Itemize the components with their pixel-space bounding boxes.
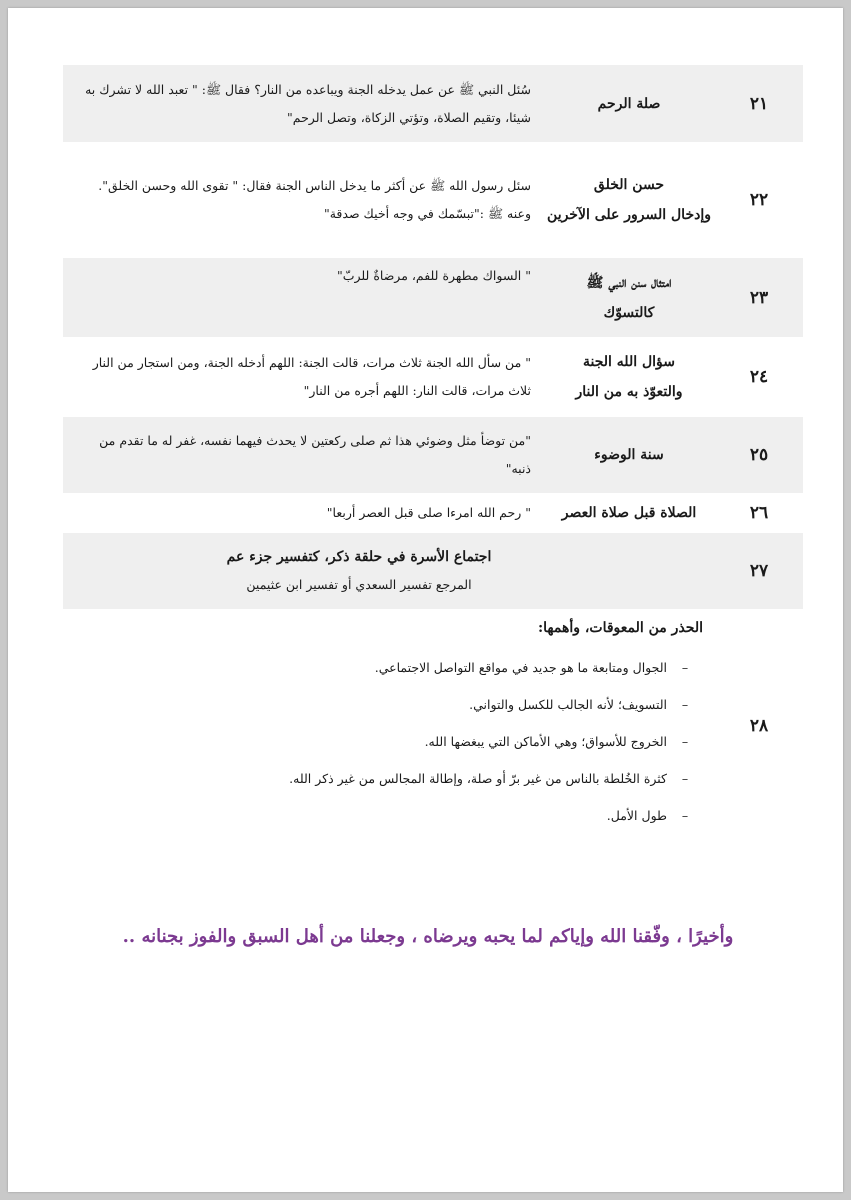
- table-row-24: [63, 337, 803, 417]
- table-row-25: [63, 417, 803, 493]
- obstacles-list: [63, 609, 715, 843]
- dash-bullet: –: [681, 697, 689, 712]
- table-row-23: [63, 258, 803, 337]
- row-title-line: امتثال سنن النبي ﷺ: [586, 274, 672, 291]
- obstacles-items: [73, 649, 703, 834]
- list-item-text: الجوال ومتابعة ما هو جديد في مواقع التواصل الاجتماعي.: [374, 660, 667, 675]
- table-row-21: [63, 65, 803, 142]
- row-title-line: والتعوّذ به من النار: [575, 384, 683, 400]
- dash-bullet: –: [681, 660, 689, 675]
- row-number: ٢٢: [749, 190, 769, 210]
- row-content: [63, 533, 715, 609]
- row-title-line: وإدخال السرور على الآخرين: [547, 207, 711, 223]
- row-number: ٢٧: [749, 561, 769, 581]
- row-number: ٢٣: [749, 287, 769, 308]
- row-title-line: سنة الوضوء: [594, 447, 664, 463]
- table-row-22: [63, 142, 803, 258]
- document-page: [8, 8, 843, 1192]
- description-text: " رحم الله امرءا صلى قبل العصر أربعا": [326, 505, 531, 520]
- dash-bullet: –: [681, 808, 689, 823]
- list-item: [73, 797, 703, 834]
- list-item: [73, 649, 703, 686]
- row-title: [543, 65, 715, 142]
- description-text: "من توضأ مثل وضوئي هذا ثم صلى ركعتين لا يحدث فيهما نفسه، غفر له ما تقدم من ذنبه": [99, 433, 531, 476]
- row-number: ٢١: [749, 93, 769, 114]
- closing-prayer: وأخيرًا ، وفّقنا الله وإياكم لما يحبه ويرضاه ، وجعلنا من أهل السبق والفوز بجنانه ..: [122, 926, 734, 947]
- row-number: ٢٤: [749, 367, 769, 387]
- row-description: [63, 417, 543, 493]
- row-description: [63, 65, 543, 142]
- row-description: [63, 493, 543, 533]
- description-text: سُئل النبي ﷺ عن عمل يدخله الجنة ويباعده من النار؟ فقال ﷺ: " تعبد الله لا تشرك به شيئا، وتقيم الصلاة، وتؤتي الزكاة، وتصل الرحم": [85, 81, 531, 125]
- row-title: [543, 142, 715, 258]
- list-item-text: كثرة الخُلطة بالناس من غير برّ أو صلة، وإطالة المجالس من غير ذكر الله.: [289, 771, 667, 786]
- row-number: ٢٥: [749, 445, 769, 465]
- description-text: وعنه ﷺ :"تبسّمك في وجه أخيك صدقة": [323, 206, 531, 221]
- row-title-line: صلة الرحم: [597, 95, 661, 112]
- row-number: ٢٦: [749, 503, 769, 523]
- description-text: " السواك مطهرة للفم، مرضاةٌ للربّ": [337, 268, 531, 283]
- tips-table: [63, 65, 803, 843]
- description-text: " من سأل الله الجنة ثلاث مرات، قالت الجنة: اللهم أدخله الجنة، ومن استجار من النار ثلاث مرات، قالت النار: اللهم أجره من النار": [92, 355, 531, 398]
- table-row-28: [63, 609, 803, 843]
- row-title: اجتماع الأسرة في حلقة ذكر، كتفسير جزء عم: [226, 549, 492, 565]
- row-subtitle: المرجع تفسير السعدي أو تفسير ابن عثيمين: [246, 577, 472, 592]
- row-title-line: كالتسوّك: [603, 304, 655, 321]
- table-row-26: [63, 493, 803, 533]
- obstacles-heading: الحذر من المعوقات، وأهمها:: [538, 620, 703, 636]
- list-item: [73, 723, 703, 760]
- description-text: سئل رسول الله ﷺ عن أكثر ما يدخل الناس الجنة فقال: " تقوى الله وحسن الخلق".: [98, 178, 531, 193]
- dash-bullet: –: [681, 734, 689, 749]
- row-title: [543, 417, 715, 493]
- row-title-line: حسن الخلق: [593, 177, 665, 193]
- row-description: [63, 337, 543, 417]
- row-title: [543, 337, 715, 417]
- list-item-text: طول الأمل.: [606, 808, 667, 823]
- row-title-line: الصلاة قبل صلاة العصر: [561, 505, 697, 521]
- dash-bullet: –: [681, 771, 689, 786]
- row-description: [63, 142, 543, 258]
- row-number: ٢٨: [749, 716, 769, 736]
- table-row-27: [63, 533, 803, 609]
- row-title-line: سؤال الله الجنة: [583, 354, 675, 370]
- list-item-text: التسويف؛ لأنه الجالب للكسل والتواني.: [469, 697, 667, 712]
- row-title: [543, 258, 715, 337]
- list-item-text: الخروج للأسواق؛ وهي الأماكن التي يبغضها الله.: [424, 734, 667, 749]
- list-item: [73, 686, 703, 723]
- row-description: [63, 258, 543, 337]
- row-title: [543, 493, 715, 533]
- list-item: [73, 760, 703, 797]
